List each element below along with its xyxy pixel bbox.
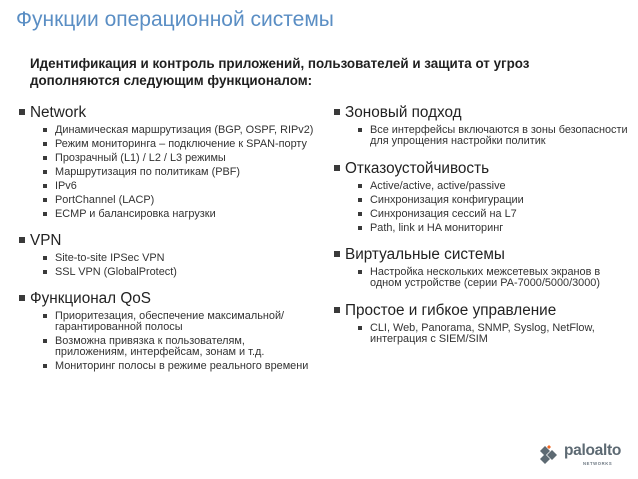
list-item (43, 336, 319, 358)
list-item (43, 195, 319, 206)
section-vpn (19, 231, 319, 278)
section-heading: Зоновый подход (345, 104, 462, 121)
bullet-icon (19, 109, 25, 115)
list-item-text: Синхронизация сессий на L7 (370, 208, 517, 220)
bullet-list (334, 267, 634, 289)
section-vsys (334, 245, 634, 289)
bullet-icon (43, 170, 47, 174)
section-heading: Network (30, 104, 87, 121)
bullet-icon (358, 326, 362, 330)
list-item-text: IPv6 (55, 180, 77, 192)
bullet-icon (358, 212, 362, 216)
list-item-text: Все интерфейсы включаются в зоны безопасности для упрощения настройки политик (370, 124, 628, 147)
bullet-list (19, 125, 319, 220)
left-column (19, 103, 319, 375)
paloalto-logo (538, 440, 630, 472)
section-management (334, 301, 634, 345)
list-item-text: Возможна привязка к пользователям, приложениям, интерфейсам, зонам и т.д. (55, 335, 265, 358)
list-item-text: Path, link и HA мониторинг (370, 222, 504, 234)
bullet-list (19, 311, 319, 372)
section-zones (334, 103, 634, 147)
section-heading: VPN (30, 232, 62, 249)
bullet-icon (43, 212, 47, 216)
bullet-list (19, 253, 319, 278)
list-item (358, 195, 634, 206)
section-network (19, 103, 319, 220)
list-item-text: Синхронизация конфигурации (370, 194, 524, 206)
list-item (358, 209, 634, 220)
list-item (43, 267, 319, 278)
paloalto-logo-icon (538, 442, 560, 468)
list-item (358, 125, 634, 147)
section-heading: Отказоустойчивость (345, 160, 490, 177)
section-ha (334, 159, 634, 234)
bullet-icon (43, 256, 47, 260)
list-item-text: Прозрачный (L1) / L2 / L3 режимы (55, 152, 226, 164)
section-heading: Функционал QoS (30, 290, 151, 307)
bullet-icon (43, 128, 47, 132)
list-item (358, 223, 634, 234)
list-item-text: Режим мониторинга – подключение к SPAN-порту (55, 138, 307, 150)
bullet-icon (334, 307, 340, 313)
logo-subtitle: NETWORKS (583, 461, 613, 466)
list-item (43, 139, 319, 150)
list-item (43, 253, 319, 264)
list-item-text: Site-to-site IPSec VPN (55, 252, 165, 264)
list-item (358, 323, 634, 345)
list-item (43, 167, 319, 178)
list-item-text: Динамическая маршрутизация (BGP, OSPF, RIPv2) (55, 124, 314, 136)
list-item-text: Мониторинг полосы в режиме реального времени (55, 360, 309, 372)
bullet-icon (43, 339, 47, 343)
logo-name: paloalto (564, 442, 622, 459)
list-item-text: CLI, Web, Panorama, SNMP, Syslog, NetFlow, интеграция с SIEM/SIM (370, 322, 595, 345)
bullet-icon (358, 226, 362, 230)
bullet-list (334, 181, 634, 234)
page-title: Функции операционной системы (16, 8, 334, 31)
list-item (358, 267, 634, 289)
bullet-icon (358, 184, 362, 188)
bullet-icon (334, 165, 340, 171)
section-qos (19, 289, 319, 372)
section-heading: Простое и гибкое управление (345, 302, 557, 319)
bullet-icon (43, 314, 47, 318)
bullet-icon (43, 142, 47, 146)
bullet-icon (358, 198, 362, 202)
list-item-text: Active/active, active/passive (370, 180, 506, 192)
bullet-icon (43, 184, 47, 188)
bullet-icon (334, 109, 340, 115)
list-item (43, 209, 319, 220)
bullet-icon (19, 295, 25, 301)
list-item (43, 153, 319, 164)
list-item-text: ECMP и балансировка нагрузки (55, 208, 216, 220)
bullet-icon (43, 270, 47, 274)
list-item-text: Настройка нескольких межсетевых экранов в одном устройстве (серии PA-7000/5000/3000) (370, 266, 601, 289)
bullet-list (334, 323, 634, 345)
bullet-icon (358, 128, 362, 132)
bullet-icon (334, 251, 340, 257)
list-item (43, 181, 319, 192)
bullet-icon (43, 156, 47, 160)
bullet-icon (358, 270, 362, 274)
bullet-icon (43, 364, 47, 368)
bullet-list (334, 125, 634, 147)
list-item-text: SSL VPN (GlobalProtect) (55, 266, 177, 278)
list-item (43, 361, 319, 372)
list-item-text: PortChannel (LACP) (55, 194, 155, 206)
list-item (43, 311, 319, 333)
page-subtitle: Идентификация и контроль приложений, пользователей и защита от угроз дополняются следующим функционалом: (30, 56, 530, 88)
list-item-text: Приоритезация, обеспечение максимальной/гарантированной полосы (55, 310, 285, 333)
list-item (358, 181, 634, 192)
bullet-icon (43, 198, 47, 202)
bullet-icon (19, 237, 25, 243)
right-column (334, 103, 634, 348)
list-item-text: Маршрутизация по политикам (PBF) (55, 166, 241, 178)
list-item (43, 125, 319, 136)
section-heading: Виртуальные системы (345, 246, 505, 263)
